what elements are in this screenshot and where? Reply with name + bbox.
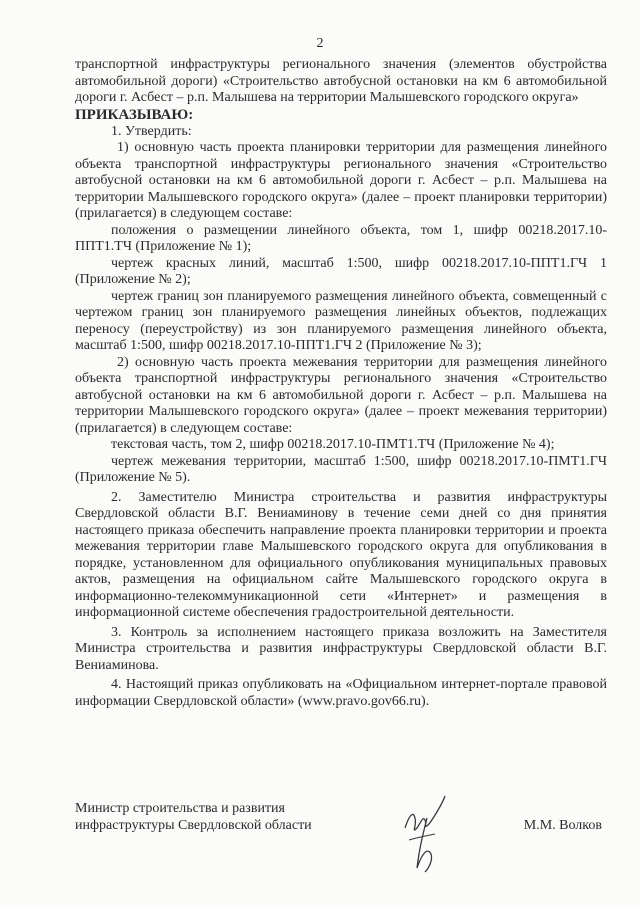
item-3: 3. Контроль за исполнением настоящего приказа возложить на Заместителя Министра строительства и развития инфраструктуры Свердловской области В.Г. Вениаминова.: [75, 624, 607, 673]
item-1: 1. Утвердить:: [111, 123, 192, 139]
order-heading: ПРИКАЗЫВАЮ:: [75, 106, 194, 123]
signature-block: [75, 800, 607, 834]
composition-item-4: текстовая часть, том 2, шифр 00218.2017.10-ПМТ1.ТЧ (Приложение № 4);: [111, 437, 555, 452]
signer-position-line1: Министр строительства и развития: [75, 801, 285, 816]
subitem-1-2: 2) основную часть проекта межевания территории для размещения линейного объекта транспортной инфраструктуры регионального значения «Строительство автобусной остановки на км 6 автомобильной дороги г. Асбест – р.п. Малышева на территории Малышевского городского округа» (далее – проект межевания территории) (прилагается) в следующем составе:: [75, 354, 607, 436]
intro-paragraph: транспортной инфраструктуры регионального значения (элементов обустройства автомобильной дороги) «Строительство автобусной остановки на км 6 автомобильной дороги г. Асбест – р.п. Малышева на территории Малышевского городского округа»: [75, 57, 607, 105]
signer-name: М.М. Волков: [523, 818, 602, 833]
handwritten-signature-icon: [395, 788, 455, 878]
composition-item-5: чертеж межевания территории, масштаб 1:500, шифр 00218.2017.10-ПМТ1.ГЧ (Приложение № 5).: [75, 453, 607, 485]
item-2: 2. Заместителю Министра строительства и развития инфраструктуры Свердловской области В.Г. Вениаминову в течение семи дней со дня принятия настоящего приказа обеспечить направление проекта планировки территории и проекта межевания территории главе Малышевского городского округа для опубликования в порядке, установленном для официального опубликования муниципальных правовых актов, размещения на официальном сайте Малышевского городского округа в информационно-телекоммуникационной сети «Интернет» и размещения в информационной системе обеспечения градостроительной деятельности.: [75, 489, 607, 620]
item-4: 4. Настоящий приказ опубликовать на «Официальном интернет-портале правовой информации Свердловской области» (www.pravo.gov66.ru).: [75, 677, 607, 709]
subitem-1-1: 1) основную часть проекта планировки территории для размещения линейного объекта транспортной инфраструктуры регионального значения «Строительство автобусной остановки на км 6 автомобильной дороги г. Асбест – р.п. Малышева на территории Малышевского городского округа» (далее – проект планировки территории) (прилагается) в следующем составе:: [75, 140, 607, 221]
composition-item-2: чертеж красных линий, масштаб 1:500, шифр 00218.2017.10-ППТ1.ГЧ 1 (Приложение № 2);: [75, 255, 607, 287]
composition-item-3: чертеж границ зон планируемого размещения линейного объекта, совмещенный с чертежом границ зон планируемого размещения линейных объектов, подлежащих переносу (переустройству) из зон планируемого размещения линейного объекта, масштаб 1:500, шифр 00218.2017.10-ППТ1.ГЧ 2 (Приложение № 3);: [75, 288, 607, 353]
signer-position-line2: инфраструктуры Свердловской области: [75, 818, 312, 833]
document-body: [75, 57, 607, 710]
page-number: 2: [316, 36, 324, 51]
composition-item-1: положения о размещении линейного объекта, том 1, шифр 00218.2017.10-ППТ1.ТЧ (Приложение № 1);: [75, 222, 607, 254]
